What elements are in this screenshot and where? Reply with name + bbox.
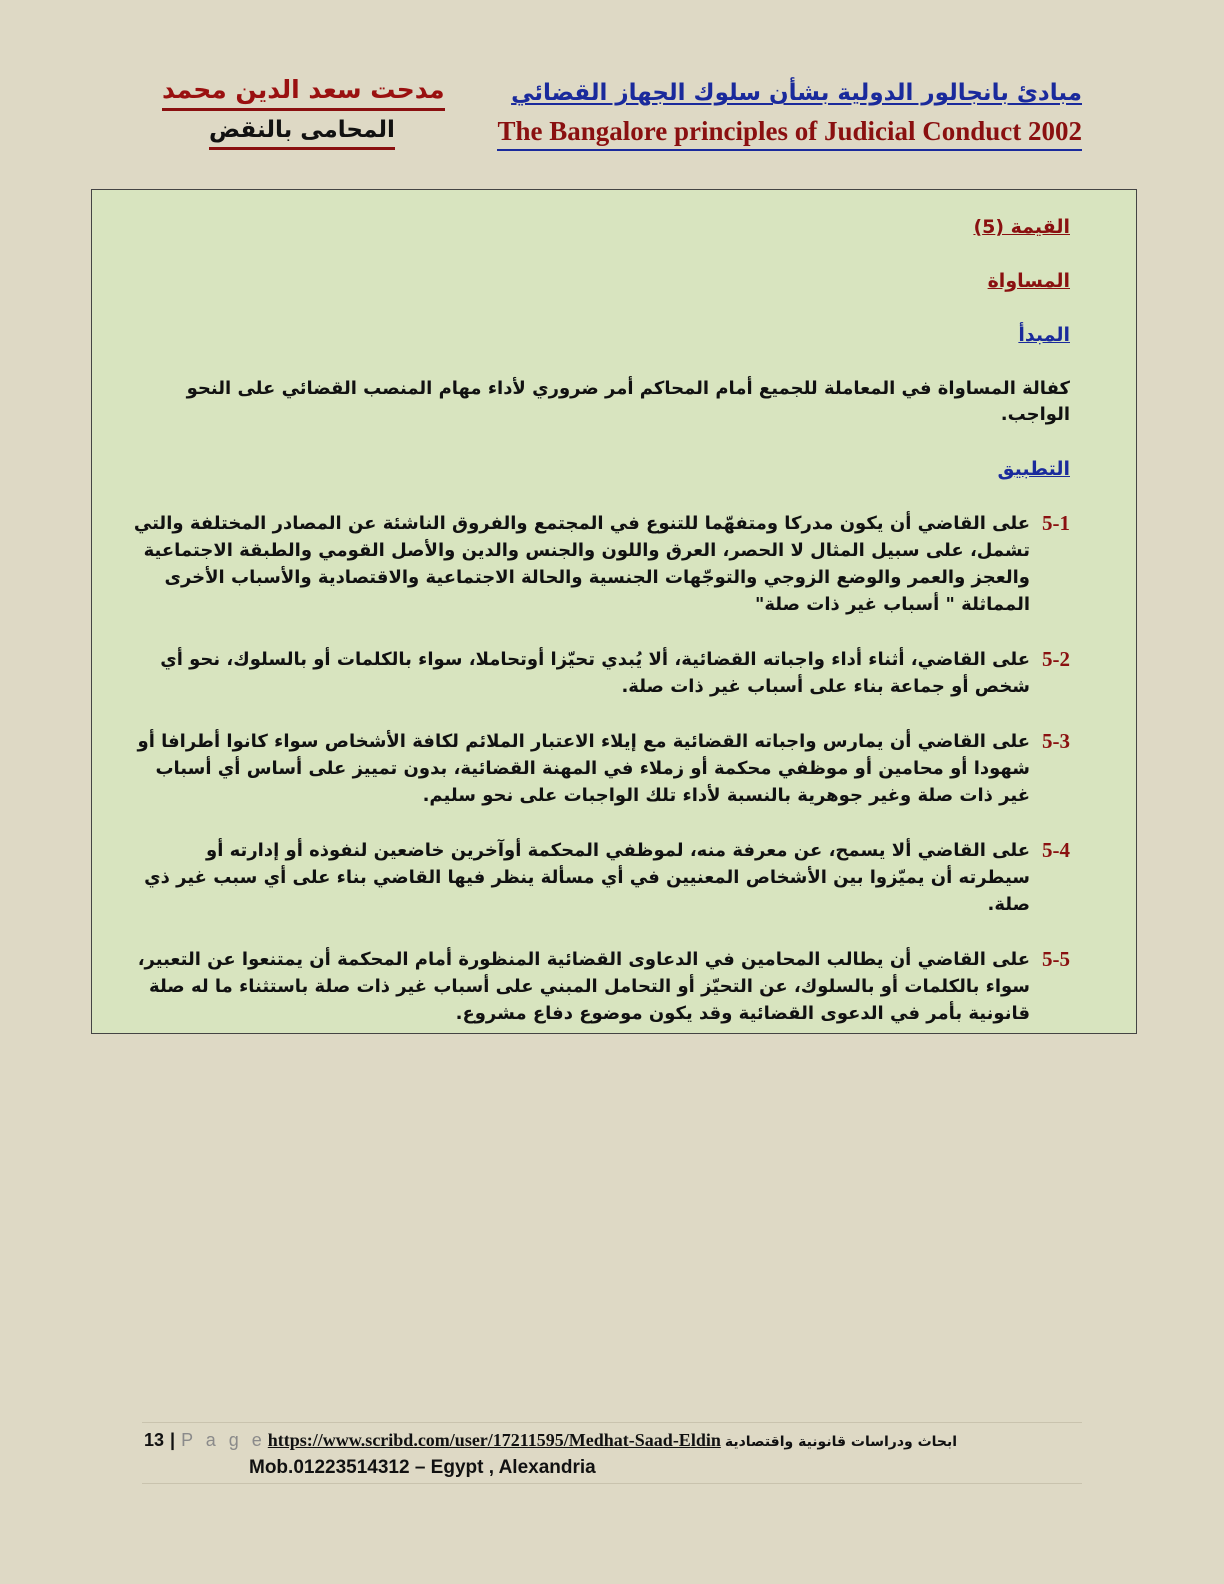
author-block [162, 72, 445, 150]
content-body [132, 214, 1070, 1027]
arabic-title: مبادئ بانجالور الدولية بشأن سلوك الجهاز القضائي [511, 80, 1082, 106]
author-name: مدحت سعد الدين محمد [162, 72, 445, 111]
page-separator: | [170, 1430, 176, 1450]
page-number: 13 [144, 1430, 165, 1450]
item-text: على القاضي أن يطالب المحامين في الدعاوى القضائية المنظورة أمام المحكمة أن يمتنعوا عن التعبير، سواء بالكلمات أو بالسلوك، عن التحيّز أو التحامل المبني على أسباب غير ذات صلة باستثناء ما له صلة قانونية بأمر في الدعوى القضائية وقد يكون موضوع دفاع مشروع. [137, 949, 1030, 1024]
item-text: على القاضي أن يمارس واجباته القضائية مع إيلاء الاعتبار الملائم لكافة الأشخاص سواء كانوا أطرافا أو شهودا أو محامين أو موظفي محكمة أو زملاء في المهنة القضائية، بدون تمييز على أساس أي أسباب غير ذات صلة وغير جوهرية بالنسبة لأداء تلك الواجبات على نحو سليم. [137, 731, 1030, 806]
footer-arabic-text: ابحاث ودراسات قانونية واقتصادية [724, 1434, 958, 1450]
author-title: المحامى بالنقض [209, 113, 395, 150]
application-heading: التطبيق [997, 458, 1070, 480]
document-header-title [442, 74, 1082, 151]
footer-divider-top [142, 1422, 1082, 1423]
principle-heading: المبدأ [1018, 324, 1070, 346]
content-box [91, 189, 1137, 1034]
value-name: المساواة [987, 270, 1070, 292]
application-item [132, 510, 1070, 618]
page-label: P a g e [181, 1430, 266, 1450]
footer-divider-bottom [142, 1483, 1082, 1484]
item-text: على القاضي، أثناء أداء واجباته القضائية، ألا يُبدي تحيّزا أوتحاملا، سواء بالكلمات أو بالسلوك، نحو أي شخص أو جماعة بناء على أسباب غير ذات صلة. [160, 649, 1030, 697]
item-number: 5-5 [1042, 947, 1070, 971]
application-item [132, 946, 1070, 1027]
item-number: 5-4 [1042, 838, 1070, 862]
item-text: على القاضي ألا يسمح، عن معرفة منه، لموظفي المحكمة أوآخرين خاضعين لنفوذه أو إدارته أو سيطرته أن يميّزوا بين الأشخاص المعنيين في أي مسألة ينظر فيها القاضي بناء على أي سبب غير ذي صلة. [144, 840, 1030, 915]
item-number: 5-1 [1042, 511, 1070, 535]
application-item [132, 837, 1070, 918]
application-item [132, 728, 1070, 809]
item-number: 5-2 [1042, 647, 1070, 671]
footer-line [144, 1427, 957, 1455]
principle-text: كفالة المساواة في المعاملة للجميع أمام المحاكم أمر ضروري لأداء مهام المنصب القضائي على النحو الواجب. [186, 378, 1070, 425]
value-heading: القيمة (5) [973, 216, 1070, 238]
item-number: 5-3 [1042, 729, 1070, 753]
english-title: The Bangalore principles of Judicial Conduct 2002 [497, 114, 1082, 151]
scribd-link[interactable]: https://www.scribd.com/user/17211595/Medhat-Saad-Eldin [267, 1430, 721, 1450]
footer-contact: Mob.01223514312 – Egypt , Alexandria [249, 1457, 596, 1478]
application-item [132, 646, 1070, 700]
item-text: على القاضي أن يكون مدركا ومتفهّما للتنوع في المجتمع والفروق الناشئة عن المصادر المختلفة والتي تشمل، على سبيل المثال لا الحصر، العرق واللون والجنس والدين والأصل القومي والطبقة الاجتماعية والعجز والعمر والوضع الزوجي والتوجّهات الجنسية والحالة الاجتماعية والاقتصادية والأسباب الأخرى المماثلة " أسباب غير ذات صلة" [133, 513, 1030, 615]
